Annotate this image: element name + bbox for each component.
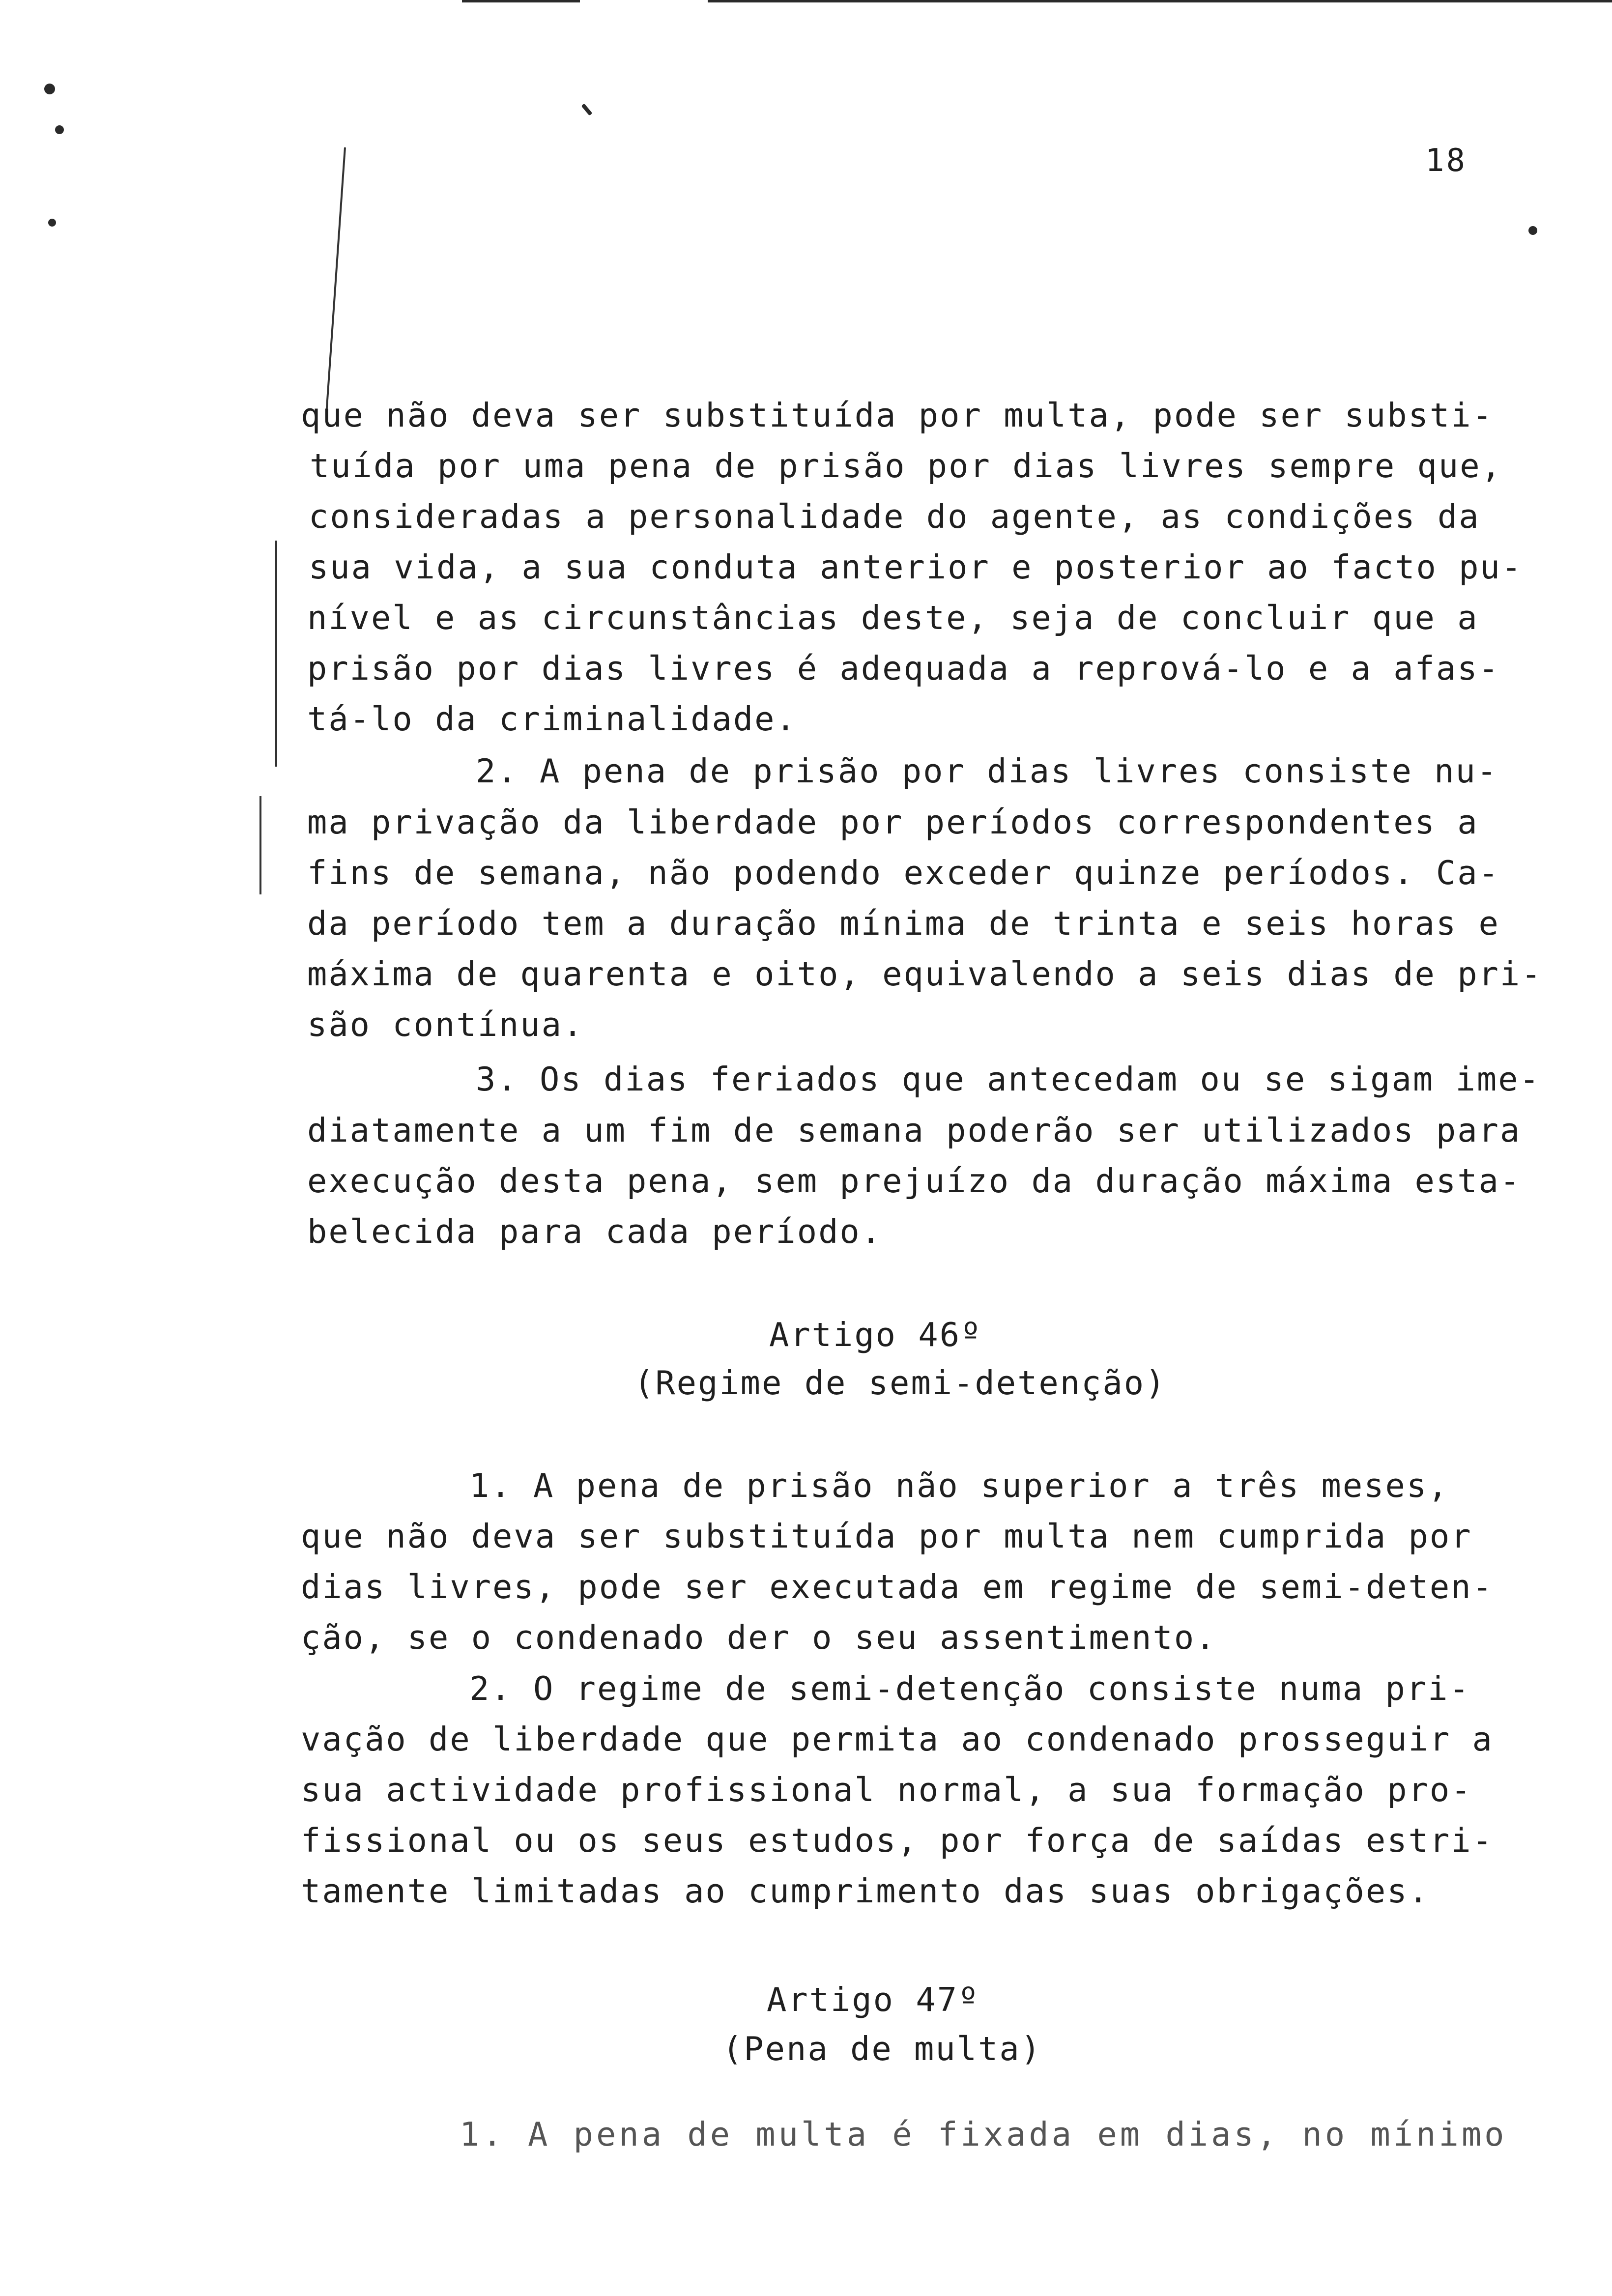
paragraph-3-line-1: 3. Os dias feriados que antecedam ou se sigam ime- [476, 1060, 1541, 1098]
left-margin-rule-lower [259, 796, 261, 894]
continuation-line-4: sua vida, a sua conduta anterior e posterior ao facto pu- [309, 548, 1523, 586]
article-46-paragraph-1-line-3: dias livres, pode ser executada em regime de semi-deten- [301, 1568, 1494, 1606]
paragraph-2-line-3: fins de semana, não podendo exceder quinze períodos. Ca- [307, 854, 1500, 892]
continuation-line-5: nível e as circunstâncias deste, seja de concluir que a [307, 599, 1479, 637]
article-46-paragraph-1-line-4: ção, se o condenado der o seu assentimento. [301, 1618, 1217, 1657]
paragraph-2-line-1: 2. A pena de prisão por dias livres consiste nu- [476, 752, 1498, 790]
paragraph-2-line-4: da período tem a duração mínima de trinta e seis horas e [307, 904, 1500, 943]
paragraph-2-line-2: ma privação da liberdade por períodos correspondentes a [307, 803, 1479, 841]
continuation-line-7: tá-lo da criminalidade. [307, 700, 797, 738]
article-46-paragraph-1-line-1: 1. A pena de prisão não superior a três meses, [469, 1466, 1449, 1505]
paragraph-3-line-4: belecida para cada período. [307, 1212, 883, 1251]
article-46-paragraph-2-line-5: tamente limitadas ao cumprimento das suas obrigações. [301, 1872, 1430, 1910]
article-46-paragraph-2-line-2: vação de liberdade que permita ao condenado prosseguir a [301, 1720, 1494, 1758]
article-46-paragraph-1-line-2: que não deva ser substituída por multa nem cumprida por [301, 1517, 1472, 1555]
paragraph-2-line-5: máxima de quarenta e oito, equivalendo a seis dias de pri- [307, 955, 1543, 993]
article-46-paragraph-2-line-3: sua actividade profissional normal, a sua formação pro- [301, 1771, 1472, 1809]
continuation-line-2: tuída por uma pena de prisão por dias livres sempre que, [310, 447, 1502, 485]
continuation-line-6: prisão por dias livres é adequada a reprová-lo e a afas- [307, 649, 1500, 688]
paragraph-3-line-3: execução desta pena, sem prejuízo da duração máxima esta- [307, 1162, 1522, 1200]
article-46-paragraph-2-line-4: fissional ou os seus estudos, por força de saídas estri- [301, 1821, 1494, 1860]
article-46-subheading: (Regime de semi-detenção) [634, 1364, 1167, 1402]
left-margin-rule-upper [325, 147, 346, 412]
scan-speck [48, 219, 56, 227]
scan-speck [55, 125, 64, 134]
scan-speck [1528, 226, 1537, 235]
left-margin-rule-middle [275, 541, 277, 767]
article-47-paragraph-1-line-1: 1. A pena de multa é fixada em dias, no mínimo [460, 2115, 1507, 2153]
top-scan-line-left [462, 0, 580, 2]
paragraph-2-line-6: são contínua. [307, 1005, 584, 1044]
top-scan-line-right [708, 0, 1612, 2]
paragraph-3-line-2: diatamente a um fim de semana poderão ser utilizados para [307, 1111, 1522, 1149]
scan-speck [44, 84, 55, 94]
article-46-paragraph-2-line-1: 2. O regime de semi-detenção consiste numa pri- [469, 1669, 1470, 1708]
scan-speck [581, 103, 593, 115]
article-47-heading: Artigo 47º [767, 1980, 980, 2019]
article-46-heading: Artigo 46º [769, 1316, 982, 1354]
continuation-line-3: consideradas a personalidade do agente, as condições da [309, 497, 1480, 536]
article-47-subheading: (Pena de multa) [722, 2030, 1042, 2068]
continuation-line-1: que não deva ser substituída por multa, pode ser substi- [301, 396, 1494, 434]
page-number: 18 [1425, 143, 1468, 179]
